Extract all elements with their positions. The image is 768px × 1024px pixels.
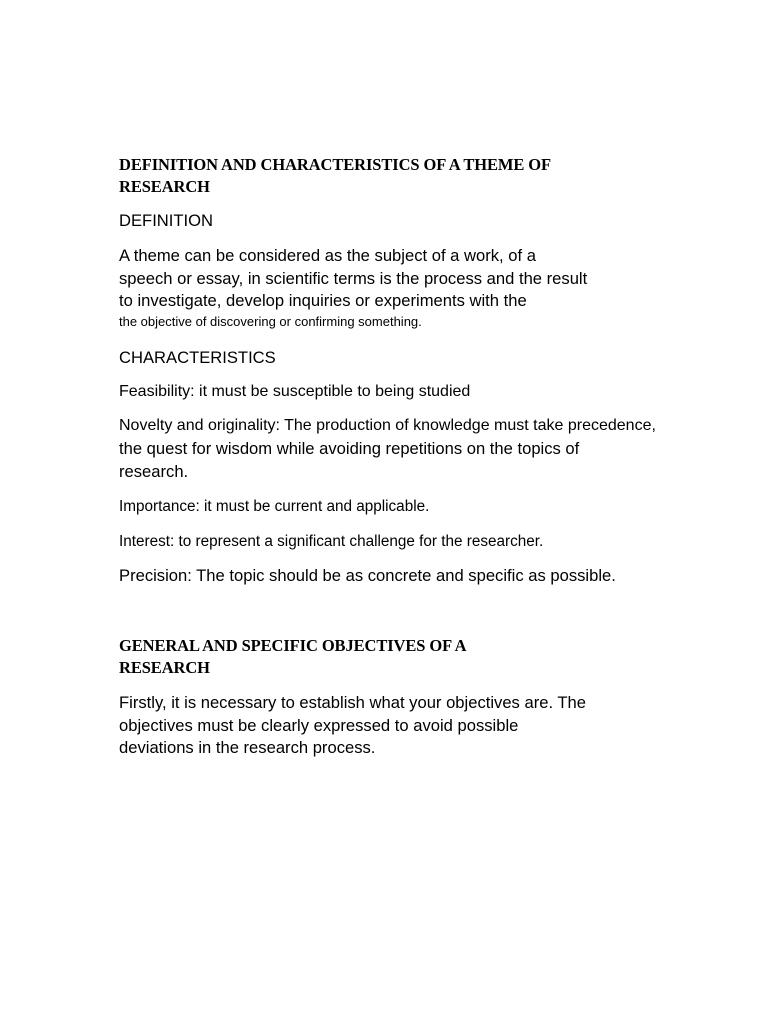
paragraph-line: the quest for wisdom while avoiding repetitions on the topics of [119,439,580,458]
definition-paragraph-small-line: the objective of discovering or confirming something. [119,314,422,329]
objectives-paragraph [119,692,586,760]
paragraph-line: Firstly, it is necessary to establish what your objectives are. The [119,693,586,712]
paragraph-line: A theme can be considered as the subject of a work, of a [119,246,536,265]
paragraph-line: speech or essay, in scientific terms is the process and the result [119,268,588,288]
heading-line: GENERAL AND SPECIFIC OBJECTIVES OF A [119,636,467,655]
section-heading-definition-characteristics [119,154,551,198]
feasibility-item: Feasibility: it must be susceptible to being studied [119,383,471,400]
precision-item: Precision: The topic should be as concrete and specific as possible. [119,566,616,585]
paragraph-line: objectives must be clearly expressed to avoid possible [119,715,519,735]
paragraph-line: deviations in the research process. [119,738,376,757]
heading-line: RESEARCH [119,177,210,196]
heading-line: DEFINITION AND CHARACTERISTICS OF A THEME OF [119,155,552,174]
novelty-item [119,415,656,483]
characteristics-label: CHARACTERISTICS [119,348,276,367]
interest-item: Interest: to represent a significant challenge for the researcher. [119,533,544,550]
definition-paragraph [119,245,587,313]
paragraph-line: research. [119,461,189,481]
section-heading-objectives [119,635,466,679]
heading-line: RESEARCH [119,658,210,677]
paragraph-line: Novelty and originality: The production of knowledge must take precedence, [119,417,656,434]
paragraph-line: to investigate, develop inquiries or experiments with the [119,291,527,310]
importance-item: Importance: it must be current and applicable. [119,498,430,515]
definition-label: DEFINITION [119,211,214,230]
